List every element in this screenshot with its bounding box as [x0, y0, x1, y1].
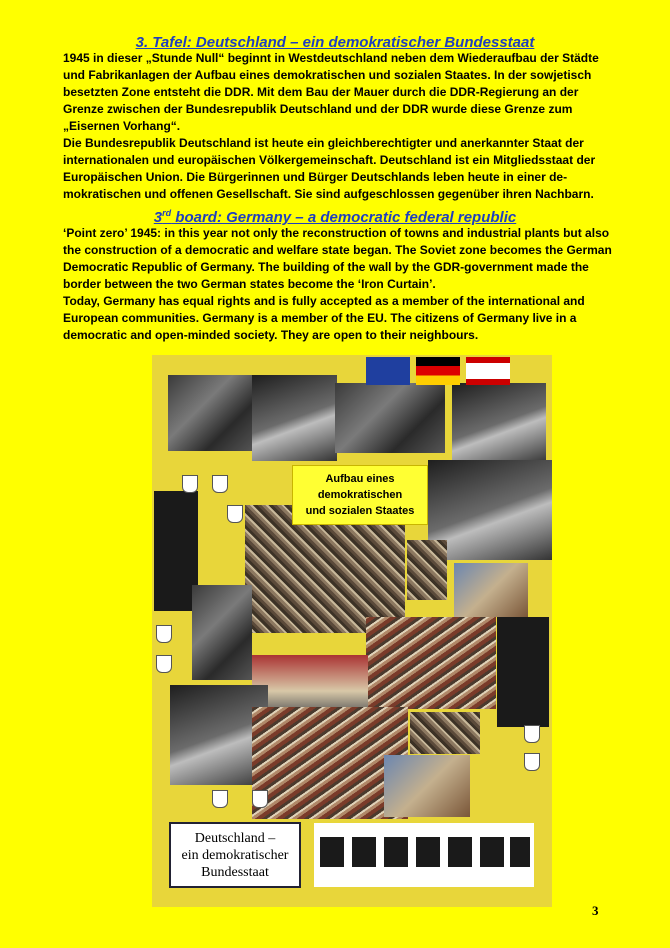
parliament-photo	[168, 375, 254, 451]
aufbau-caption	[292, 465, 428, 525]
caption-line: Aufbau eines	[325, 473, 395, 485]
heading-ordinal: rd	[162, 208, 172, 218]
portrait	[416, 837, 440, 867]
official-photo	[497, 617, 549, 727]
german-flag	[416, 357, 460, 385]
text-line: internationalen und europäischen Völkergemeinschaft. Deutschland ist ein Mitgliedsstaat der	[63, 153, 596, 167]
english-heading	[60, 208, 610, 226]
portrait	[510, 837, 530, 867]
crowd-photo	[407, 540, 447, 600]
text-line: Europäischen Union. Die Bürgerinnen und Bürger Deutschlands leben heute in einer de-	[63, 170, 568, 184]
politicians-photo	[452, 383, 546, 463]
eu-flag	[366, 357, 410, 385]
page-number: 3	[592, 903, 599, 918]
text-line: European communities. Germany is a member of the EU. The citizens of Germany live in a	[63, 311, 577, 325]
speaker-photo	[252, 375, 337, 461]
text-line: the construction of a democratic and welfare state began. The Soviet zone becomes the German	[63, 243, 612, 257]
coat-of-arms-icon	[156, 655, 172, 673]
city-photo	[252, 655, 368, 715]
text-line: Grenze zwischen der Bundesrepublik Deutschland und der DDR wurde diese Grenze zum	[63, 102, 573, 116]
portrait	[384, 837, 408, 867]
portrait	[448, 837, 472, 867]
portrait	[480, 837, 504, 867]
caption-line: Bundesstaat	[201, 864, 269, 880]
chancellor-photo	[454, 563, 528, 617]
text-line: Die Bundesrepublik Deutschland ist heute ein gleichberechtigter und anerkannter Staat der	[63, 136, 584, 150]
text-line: „Eisernen Vorhang“.	[63, 119, 181, 133]
english-paragraph	[63, 225, 623, 344]
portrait	[320, 837, 344, 867]
coat-of-arms-icon	[156, 625, 172, 643]
gathering-photo	[410, 712, 480, 754]
text-line: mokratischen und offenen Gesellschaft. Sie sind aufgeschlossen gegenüber ihren Nachbarn.	[63, 187, 594, 201]
coat-of-arms-icon	[524, 753, 540, 771]
text-line: democratic and open-minded society. They are open to their neighbours.	[63, 328, 479, 342]
heading-number: 3	[153, 209, 163, 226]
coat-of-arms-icon	[524, 725, 540, 743]
portrait	[352, 837, 376, 867]
german-heading: 3. Tafel: Deutschland – ein demokratischer Bundesstaat	[135, 34, 535, 51]
text-line: 1945 in dieser „Stunde Null“ beginnt in Westdeutschland neben dem Wiederaufbau der Städte	[63, 51, 599, 65]
caption-line: ein demokratischer	[181, 847, 289, 863]
coat-of-arms-icon	[252, 790, 268, 808]
caption-line: und sozialen Staates	[305, 505, 415, 517]
cabinet-photo	[335, 383, 445, 453]
heading-text: board: Germany – a democratic federal republic	[171, 209, 517, 226]
text-line: besetzten Zone entsteht die DDR. Mit dem Bau der Mauer durch die DDR-Regierung an der	[63, 85, 579, 99]
text-line: und Fabrikanlagen der Aufbau eines demokratischen und sozialen Staates. In der sowjetisch	[63, 68, 592, 82]
caption-line: Deutschland –	[194, 830, 276, 846]
berlin-flag	[466, 357, 510, 385]
coat-of-arms-icon	[212, 475, 228, 493]
chancellors-panel	[314, 823, 534, 887]
text-line: Democratic Republic of Germany. The building of the wall by the GDR-government made the	[63, 260, 589, 274]
coat-of-arms-icon	[227, 505, 243, 523]
german-paragraph	[63, 50, 623, 203]
caption-line: demokratischen	[317, 489, 403, 501]
text-line: border between the two German states become the ‘Iron Curtain’.	[63, 277, 436, 291]
text-line: Today, Germany has equal rights and is fully accepted as a member of the international and	[63, 294, 585, 308]
coat-of-arms-icon	[212, 790, 228, 808]
reading-man-photo	[192, 585, 252, 680]
protest-photo	[366, 617, 496, 709]
deutschland-caption	[169, 822, 301, 888]
award-photo	[384, 755, 470, 817]
text-line: ‘Point zero’ 1945: in this year not only the reconstruction of towns and industrial plants but also	[63, 226, 610, 240]
coat-of-arms-icon	[182, 475, 198, 493]
photo-collage	[152, 355, 552, 907]
